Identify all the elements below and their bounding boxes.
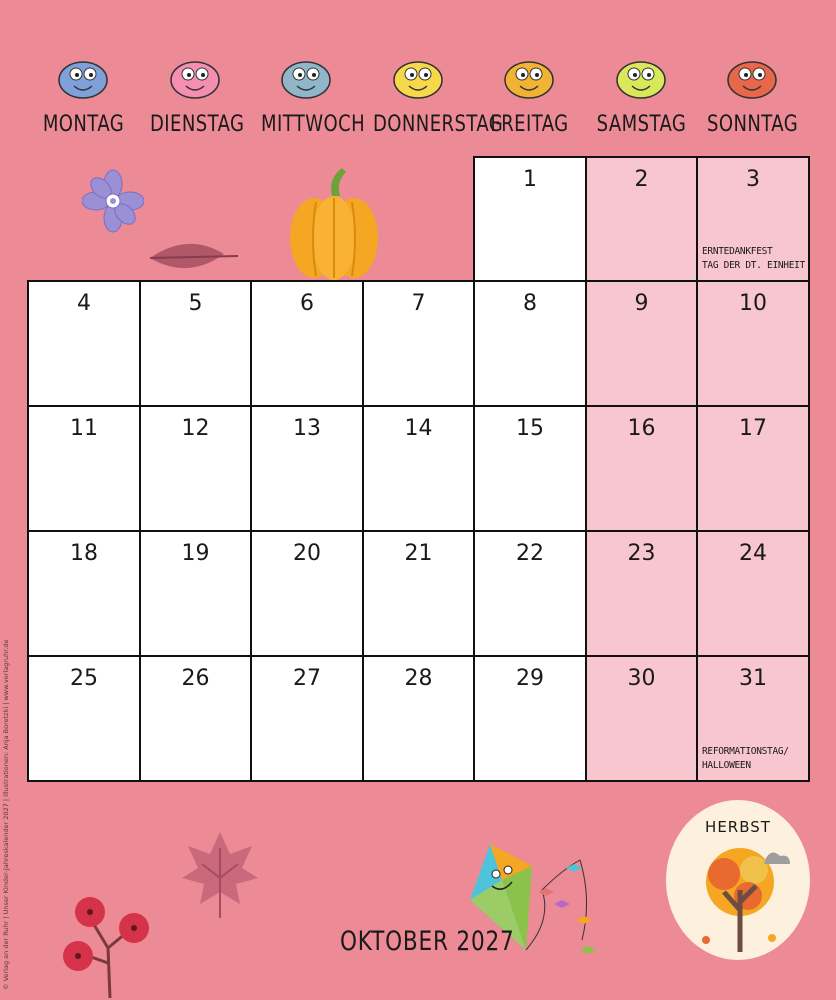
day-number: 18 <box>70 541 98 566</box>
grid-line-h <box>27 530 810 532</box>
month-title: OKTOBER 2027 <box>340 926 515 957</box>
day-number: 13 <box>293 416 321 441</box>
flower-icon <box>82 168 144 234</box>
day-cell-4 <box>28 281 140 406</box>
day-number: 27 <box>293 666 321 691</box>
weekday-montag: MONTAG <box>42 112 125 137</box>
weekday-freitag: FREITAG <box>490 112 569 137</box>
berries-icon <box>60 888 170 1000</box>
day-cell-12 <box>140 406 251 531</box>
day-number: 26 <box>181 666 210 691</box>
day-number: 31 <box>739 666 767 691</box>
day-number: 12 <box>181 416 210 441</box>
day-cell-23 <box>586 531 697 656</box>
grid-line-h <box>27 780 810 782</box>
copyright-credit: © Verlag an der Ruhr | Unser Kinder-Jahreskalender 2027 | Illustrationen: Anja Boretzki | www.verlagruhr.de <box>2 639 10 990</box>
day-cell-11 <box>28 406 140 531</box>
day-cell-5 <box>140 281 251 406</box>
weekday-samstag: SAMSTAG <box>596 112 687 137</box>
grid-line-v <box>473 156 475 782</box>
day-cell-3 <box>697 157 809 281</box>
worm-icon <box>160 40 230 108</box>
day-number: 6 <box>300 291 314 316</box>
grid-line-v <box>250 280 252 782</box>
day-number: 29 <box>516 666 544 691</box>
day-cell-6 <box>251 281 363 406</box>
grid-line-v <box>362 280 364 782</box>
day-cell-30 <box>586 656 697 781</box>
day-cell-15 <box>474 406 586 531</box>
day-number: 19 <box>181 541 210 566</box>
day-cell-28 <box>363 656 474 781</box>
weekday-sonntag: SONNTAG <box>706 112 799 137</box>
day-cell-14 <box>363 406 474 531</box>
fish-icon <box>48 40 118 108</box>
day-number: 4 <box>77 291 91 316</box>
weekday-donnerstag: DONNERSTAG <box>372 112 504 137</box>
day-number: 8 <box>523 291 537 316</box>
grid-line-v <box>139 280 141 782</box>
grid-line-v <box>585 156 587 782</box>
ladybug-icon <box>717 40 787 108</box>
snail-icon <box>494 40 564 108</box>
day-number: 15 <box>516 416 544 441</box>
day-number: 7 <box>411 291 426 316</box>
grid-line-v <box>808 156 810 782</box>
day-cell-16 <box>586 406 697 531</box>
day-number: 23 <box>627 541 656 566</box>
day-number: 21 <box>404 541 433 566</box>
day-number: 9 <box>634 291 649 316</box>
day-number: 1 <box>523 167 537 192</box>
bird-icon <box>271 40 341 108</box>
day-cell-2 <box>586 157 697 281</box>
holiday-note: ERNTEDANKFEST TAG DER DT. EINHEIT <box>702 246 805 271</box>
day-number: 2 <box>634 167 649 192</box>
autumn-tree-icon <box>688 840 798 956</box>
day-number: 22 <box>516 541 544 566</box>
day-cell-10 <box>697 281 809 406</box>
day-number: 25 <box>70 666 98 691</box>
grid-line-h <box>27 405 810 407</box>
holiday-note: REFORMATIONSTAG/ HALLOWEEN <box>702 746 789 771</box>
grid-line-v <box>27 280 29 782</box>
grid-line-h <box>27 655 810 657</box>
grid-line-h <box>473 156 810 158</box>
weekday-mittwoch: MITTWOCH <box>260 112 366 137</box>
day-cell-24 <box>697 531 809 656</box>
day-cell-31 <box>697 656 809 781</box>
day-cell-17 <box>697 406 809 531</box>
butterfly-icon <box>606 40 676 108</box>
day-cell-1 <box>474 157 586 281</box>
day-cell-20 <box>251 531 363 656</box>
weekday-dienstag: DIENSTAG <box>149 112 245 137</box>
day-cell-7 <box>363 281 474 406</box>
day-cell-9 <box>586 281 697 406</box>
day-number: 11 <box>70 416 98 441</box>
day-cell-8 <box>474 281 586 406</box>
day-number: 16 <box>627 416 656 441</box>
day-cell-19 <box>140 531 251 656</box>
day-number: 3 <box>746 167 760 192</box>
day-cell-27 <box>251 656 363 781</box>
day-number: 17 <box>739 416 767 441</box>
pumpkin-icon <box>286 166 382 280</box>
maple-leaf-icon <box>180 828 260 920</box>
grid-line-h <box>27 280 810 282</box>
leaf-icon <box>148 238 240 278</box>
day-cell-29 <box>474 656 586 781</box>
day-cell-13 <box>251 406 363 531</box>
day-number: 10 <box>739 291 767 316</box>
day-number: 24 <box>739 541 767 566</box>
season-badge <box>666 800 810 960</box>
day-cell-18 <box>28 531 140 656</box>
day-cell-21 <box>363 531 474 656</box>
day-number: 28 <box>404 666 433 691</box>
bee-icon <box>383 40 453 108</box>
day-cell-22 <box>474 531 586 656</box>
day-number: 14 <box>404 416 433 441</box>
grid-line-v <box>696 156 698 782</box>
day-number: 5 <box>188 291 203 316</box>
day-cell-26 <box>140 656 251 781</box>
day-number: 30 <box>627 666 656 691</box>
day-number: 20 <box>293 541 321 566</box>
day-cell-25 <box>28 656 140 781</box>
season-label: HERBST <box>705 818 771 836</box>
